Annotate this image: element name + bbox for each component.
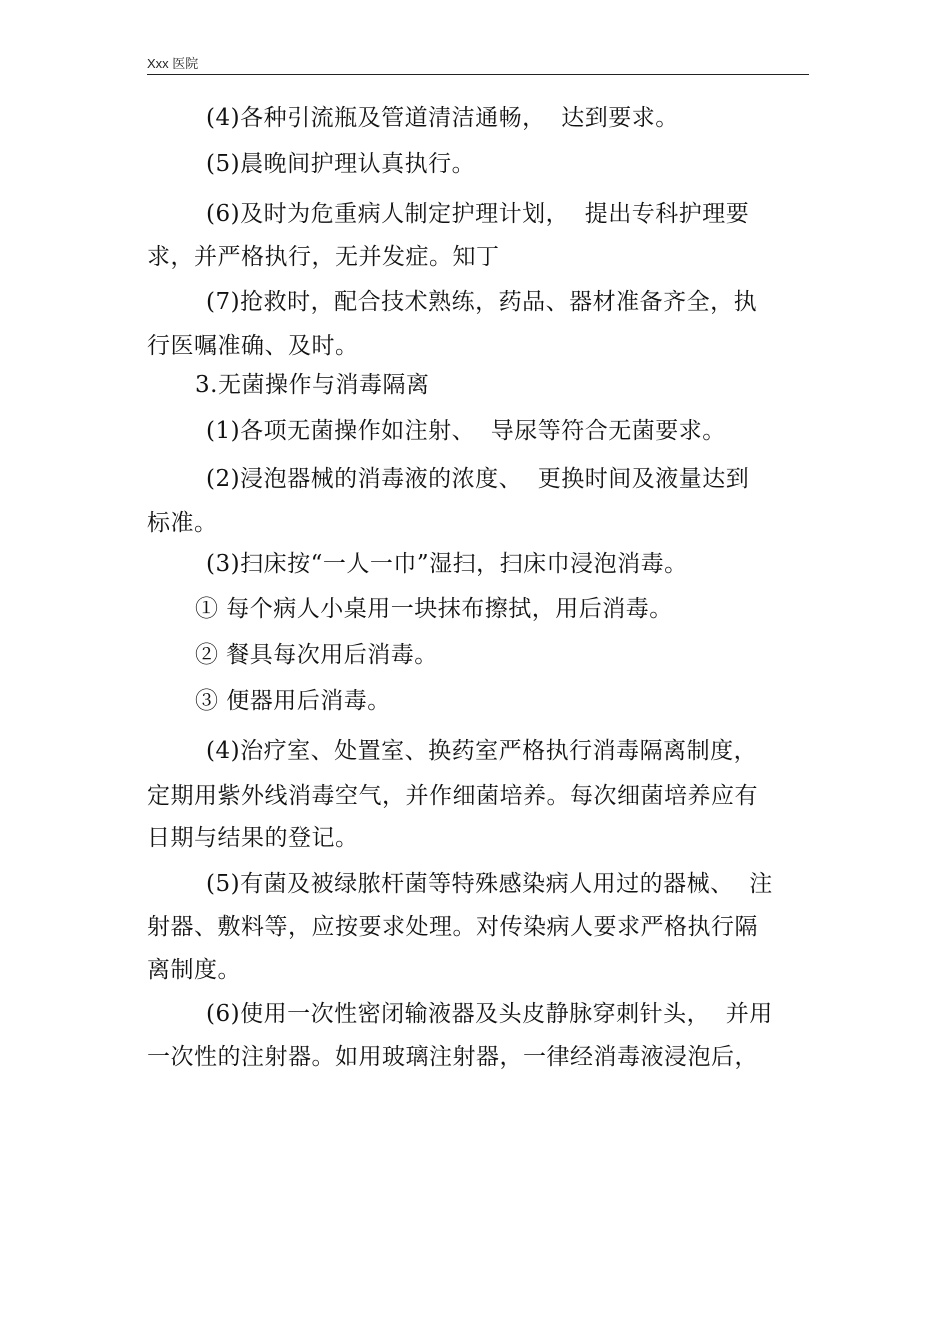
page-header xyxy=(147,56,809,75)
text-line: ② 餐具每次用后消毒。 xyxy=(195,642,438,668)
text-line: ③ 便器用后消毒。 xyxy=(195,688,391,714)
text-line: 离制度。 xyxy=(147,957,241,983)
text-line: (5)有菌及被绿脓杆菌等特殊感染病人用过的器械、 注 xyxy=(206,871,773,897)
text-line: 求，并严格执行，无并发症。知丁 xyxy=(147,244,500,270)
text-line: (7)抢救时，配合技术熟练，药品、器材准备齐全，执 xyxy=(206,289,758,315)
text-line: (6)使用一次性密闭输液器及头皮静脉穿刺针头， 并用 xyxy=(206,1001,773,1027)
text-line: 一次性的注射器。如用玻璃注射器，一律经消毒液浸泡后， xyxy=(147,1044,758,1070)
header-hospital-name: Xxx 医院 xyxy=(147,56,199,71)
text-line: 行医嘱准确、及时。 xyxy=(147,333,359,359)
text-line: 定期用紫外线消毒空气，并作细菌培养。每次细菌培养应有 xyxy=(147,783,758,809)
text-line: (2)浸泡器械的消毒液的浓度、 更换时间及液量达到 xyxy=(206,466,750,492)
text-line: (1)各项无菌操作如注射、 导尿等符合无菌要求。 xyxy=(206,418,726,444)
text-line: 标准。 xyxy=(147,510,218,536)
text-line: (4)各种引流瓶及管道清洁通畅， 达到要求。 xyxy=(206,105,679,131)
text-line: (4)治疗室、处置室、换药室严格执行消毒隔离制度， xyxy=(206,738,758,764)
text-line: (3)扫床按“一人一巾”湿扫，扫床巾浸泡消毒。 xyxy=(206,551,688,577)
text-line: 日期与结果的登记。 xyxy=(147,825,359,851)
text-line: ① 每个病人小桌用一块抹布擦拭，用后消毒。 xyxy=(195,596,673,622)
section-heading: 3.无菌操作与消毒隔离 xyxy=(195,372,430,398)
text-line: 射器、敷料等，应按要求处理。对传染病人要求严格执行隔 xyxy=(147,914,758,940)
text-line: (6)及时为危重病人制定护理计划， 提出专科护理要 xyxy=(206,201,750,227)
text-line: (5)晨晚间护理认真执行。 xyxy=(206,151,476,177)
